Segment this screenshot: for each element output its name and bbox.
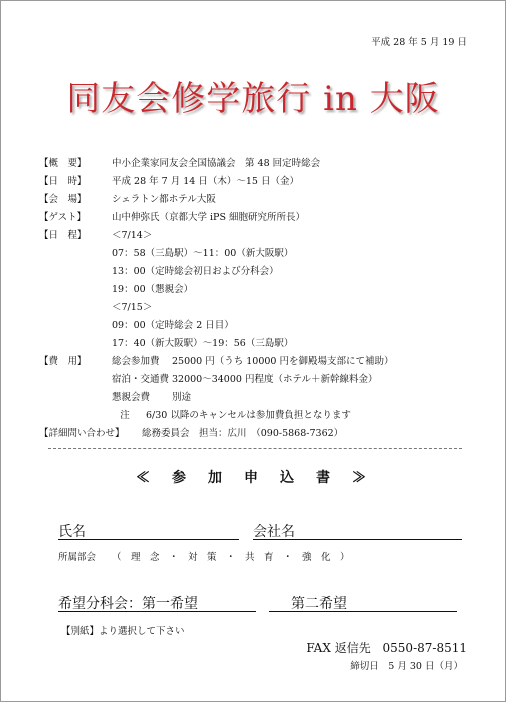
- separate-sheet-note: 【別紙】より選択して下さい: [61, 626, 185, 637]
- detail-value: シェラトン都ホテル大阪: [112, 194, 216, 205]
- contact-row: [39, 426, 343, 442]
- schedule-line: 13：00（定時総会初日および分科会）: [112, 266, 279, 277]
- cost-label: 【費 用】: [39, 356, 87, 367]
- cost-row: [112, 390, 191, 406]
- schedule-line: 09：00（定時総会 2 日目）: [112, 320, 234, 331]
- detail-datetime: [39, 174, 299, 190]
- cost-item-value: 別途: [172, 392, 192, 403]
- contact-label: 【詳細問い合わせ】: [39, 428, 125, 439]
- detail-venue: [39, 192, 216, 208]
- fax-number: 0550-87-8511: [382, 641, 467, 655]
- detail-label: 【日 程】: [39, 230, 87, 241]
- document-title: 同友会修学旅行 in 大阪: [66, 79, 440, 119]
- first-choice-field[interactable]: [58, 593, 256, 612]
- first-choice-label: 希望分科会：第一希望: [58, 596, 198, 612]
- fax-label: FAX 返信先: [306, 641, 371, 655]
- note-text: 6/30 以降のキャンセルは参加費負担となります: [146, 410, 351, 421]
- detail-label: 【会 場】: [39, 194, 87, 205]
- fax-line: [306, 639, 467, 656]
- detail-label: 【日 時】: [39, 176, 87, 187]
- cost-row: [112, 372, 378, 388]
- detail-label: 【概 要】: [39, 158, 87, 169]
- detail-value: ＜7/14＞: [112, 230, 153, 241]
- company-label: 会社名: [253, 524, 295, 540]
- company-field[interactable]: [253, 521, 462, 540]
- detail-overview: [39, 156, 320, 172]
- contact-value: 総務委員会 担当：広川 （090-5868-7362）: [142, 428, 344, 439]
- second-choice-field[interactable]: [269, 593, 457, 612]
- detail-label: 【ゲスト】: [39, 212, 87, 223]
- schedule-line: ＜7/15＞: [112, 302, 153, 313]
- dept-label: 所属部会: [58, 552, 97, 563]
- note-mark: 注: [120, 410, 130, 421]
- form-title: ≪ 参 加 申 込 書 ≫: [136, 470, 370, 486]
- cost-item-name: 懇親会費: [112, 392, 151, 403]
- detail-value: 中小企業家同友会全国協議会 第 48 回定時総会: [112, 158, 321, 169]
- cost-item-name: 総会参加費: [112, 356, 160, 367]
- detail-value: 平成 28 年 7 月 14 日（木）～15 日（金）: [112, 176, 299, 187]
- schedule-line: 07：58（三島駅）～11：00（新大阪駅）: [112, 248, 294, 259]
- second-choice-label: 第二希望: [291, 596, 347, 612]
- cost-item-value: 25000 円（うち 10000 円を御殿場支部にて補助）: [172, 356, 394, 367]
- cost-row: [39, 354, 394, 370]
- schedule-line: 17：40（新大阪駅）～19：56（三島駅）: [112, 338, 294, 349]
- deadline: 締切日 5 月 30 日（月）: [350, 661, 463, 672]
- issue-date: 平成 28 年 5 月 19 日: [371, 37, 467, 48]
- name-field[interactable]: [58, 521, 239, 540]
- dept-row: [58, 549, 350, 563]
- detail-schedule: [39, 228, 152, 244]
- cost-item-name: 宿泊・交通費: [112, 374, 170, 385]
- dept-options: （ 理 念 ・ 対 策 ・ 共 育 ・ 強 化 ）: [112, 552, 350, 563]
- name-label: 氏名: [58, 524, 86, 540]
- cost-item-value: 32000～34000 円程度（ホテル＋新幹線料金）: [172, 374, 378, 385]
- detail-guest: [39, 210, 305, 226]
- detail-value: 山中伸弥氏（京都大学 iPS 細胞研究所所長）: [112, 212, 305, 223]
- cut-line: [48, 448, 462, 449]
- cost-note: [112, 408, 351, 424]
- schedule-line: 19：00（懇親会）: [112, 284, 194, 295]
